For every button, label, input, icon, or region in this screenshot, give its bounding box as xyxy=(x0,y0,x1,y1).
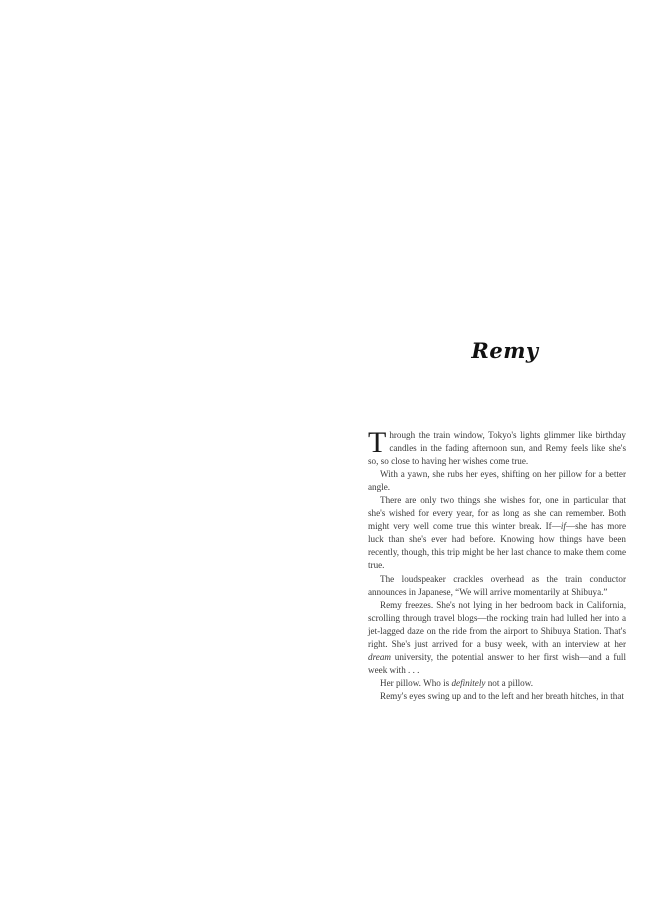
paragraph-7: Remy's eyes swing up and to the left and her breath hitches, in that xyxy=(380,690,624,701)
paragraph-1-text: hrough the train window, Tokyo's lights glimmer like birthday candles in the fading afternoon sun, and Remy feels like she's so, so close to having her wishes come true. xyxy=(368,430,626,467)
drop-cap: T xyxy=(368,426,387,459)
paragraph-5-text-b: university, the potential answer to her first wish—and a full week with . . . xyxy=(368,651,626,675)
paragraph-3-text-a: There are only two things she wishes for, one in particular that she's wished for every year, for as long as she can remember. Both might very well come true this winter break. If— xyxy=(368,495,626,532)
paragraph-6-text-b: not a pillow. xyxy=(485,677,533,688)
paragraph-4: The loudspeaker crackles overhead as the train conductor announces in Japanese, “We will arrive momentarily at Shibuya.” xyxy=(368,573,626,597)
paragraph-3-emphasis: if xyxy=(560,521,566,532)
paragraph-3 xyxy=(368,494,626,572)
paragraph-5-text-a: Remy freezes. She's not lying in her bedroom back in California, scrolling through travel blogs—the rocking train had lulled her into a jet-lagged daze on the ride from the airport to Shibuya Station. That's right. She's just arrived for a busy week, with an interview at her xyxy=(368,599,626,649)
paragraph-6 xyxy=(368,677,626,690)
paragraph-2: With a yawn, she rubs her eyes, shifting on her pillow for a better angle. xyxy=(368,469,626,493)
paragraph-3-text-b: —she has more luck than she's ever had before. Knowing how things have been recently, though, this trip might be her last chance to make them come true. xyxy=(368,521,626,571)
paragraph-5-emphasis: dream xyxy=(368,651,391,662)
chapter-body xyxy=(368,426,626,703)
paragraph-5 xyxy=(368,599,626,677)
paragraph-6-text-a: Her pillow. Who is xyxy=(380,677,452,688)
chapter-title: Remy xyxy=(471,338,539,363)
paragraph-6-emphasis: definitely xyxy=(451,677,486,688)
paragraph-1 xyxy=(368,426,626,468)
